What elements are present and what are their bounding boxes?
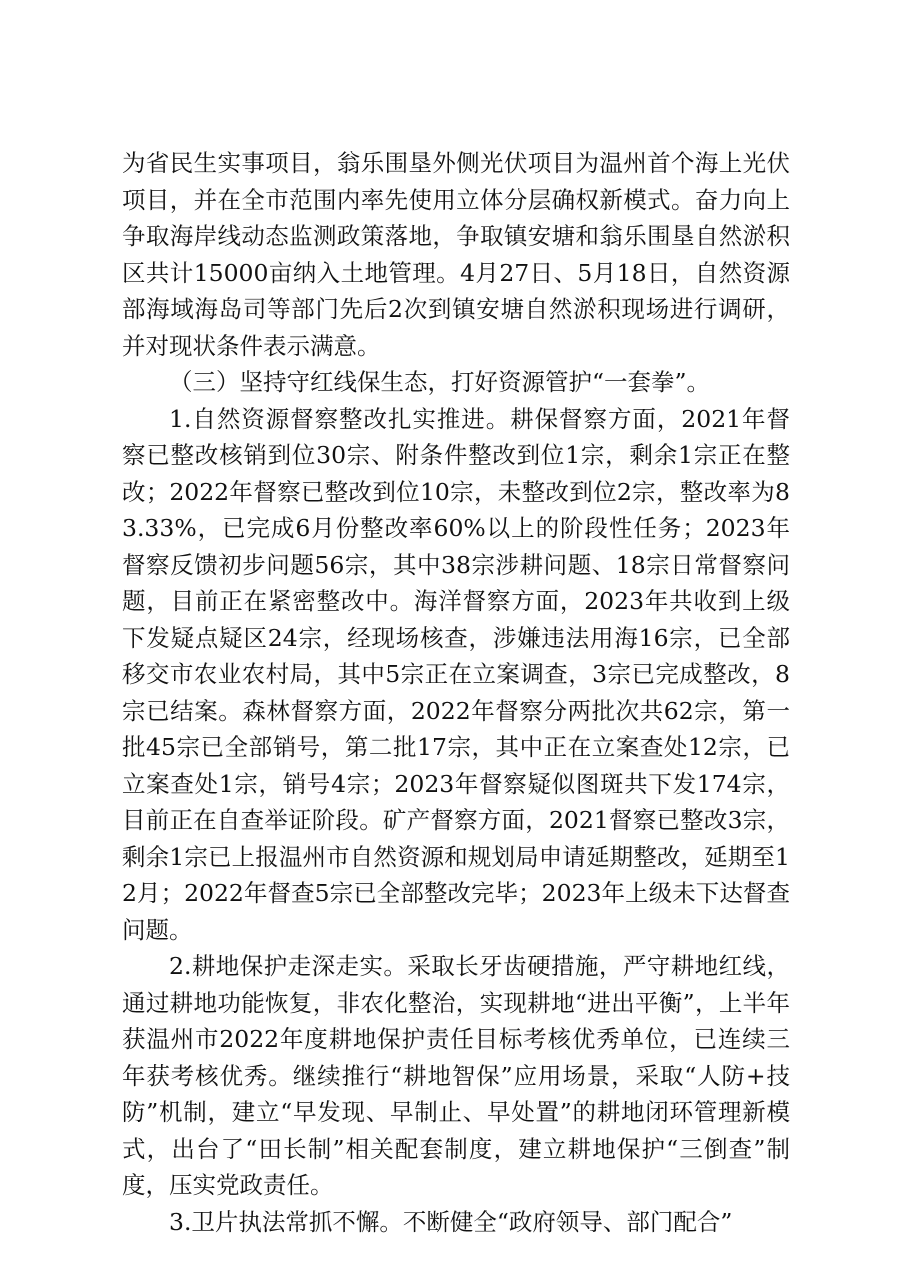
paragraph-supervision-rectification: 1.自然资源督察整改扎实推进。耕保督察方面，2021年督察已整改核销到位30宗、附条件整改到位1宗，剩余1宗正在整改；2022年督察已整改到位10宗，未整改到位2宗，整改率为83.33%，已完成6月份整改率60%以上的阶段性任务；2023年督察反馈初步问题56宗，其中38宗涉耕问题、18宗日常督察问题，目前正在紧密整改中。海洋督察方面，2023年共收到上级下发疑点疑区24宗，经现场核查，涉嫌违法用海16宗，已全部移交市农业农村局，其中5宗正在立案调查，3宗已完成整改，8宗已结案。森林督察方面，2022年督察分两批次共62宗，第一批45宗已全部销号，第二批17宗，其中正在立案查处12宗，已立案查处1宗，销号4宗；2023年督察疑似图斑共下发174宗，目前正在自查举证阶段。矿产督察方面，2021督察已整改3宗，剩余1宗已上报温州市自然资源和规划局申请延期整改，延期至12月；2022年督查5宗已全部整改完毕；2023年上级未下达督查问题。 xyxy=(122,404,790,944)
paragraph-continuation: 为省民生实事项目，翁乐围垦外侧光伏项目为温州首个海上光伏项目，并在全市范围内率先使用立体分层确权新模式。奋力向上争取海岸线动态监测政策落地，争取镇安塘和翁乐围垦自然淤积区共计15000亩纳入土地管理。4月27日、5月18日，自然资源部海域海岛司等部门先后2次到镇安塘自然淤积现场进行调研，并对现状条件表示满意。 xyxy=(122,149,790,360)
document-body xyxy=(122,145,790,1240)
section-heading: （三）坚持守红线保生态，打好资源管护“一套拳”。 xyxy=(169,368,711,396)
paragraph-farmland-protection: 2.耕地保护走深走实。采取长牙齿硬措施，严守耕地红线，通过耕地功能恢复，非农化整治，实现耕地“进出平衡”，上半年获温州市2022年度耕地保护责任目标考核优秀单位，已连续三年获考核优秀。继续推行“耕地智保”应用场景，采取“人防+技防”机制，建立“早发现、早制止、早处置”的耕地闭环管理新模式，出台了“田长制”相关配套制度，建立耕地保护“三倒查”制度，压实党政责任。 xyxy=(122,952,790,1199)
paragraph-satellite-enforcement: 3.卫片执法常抓不懈。不断健全“政府领导、部门配合” xyxy=(169,1207,733,1236)
